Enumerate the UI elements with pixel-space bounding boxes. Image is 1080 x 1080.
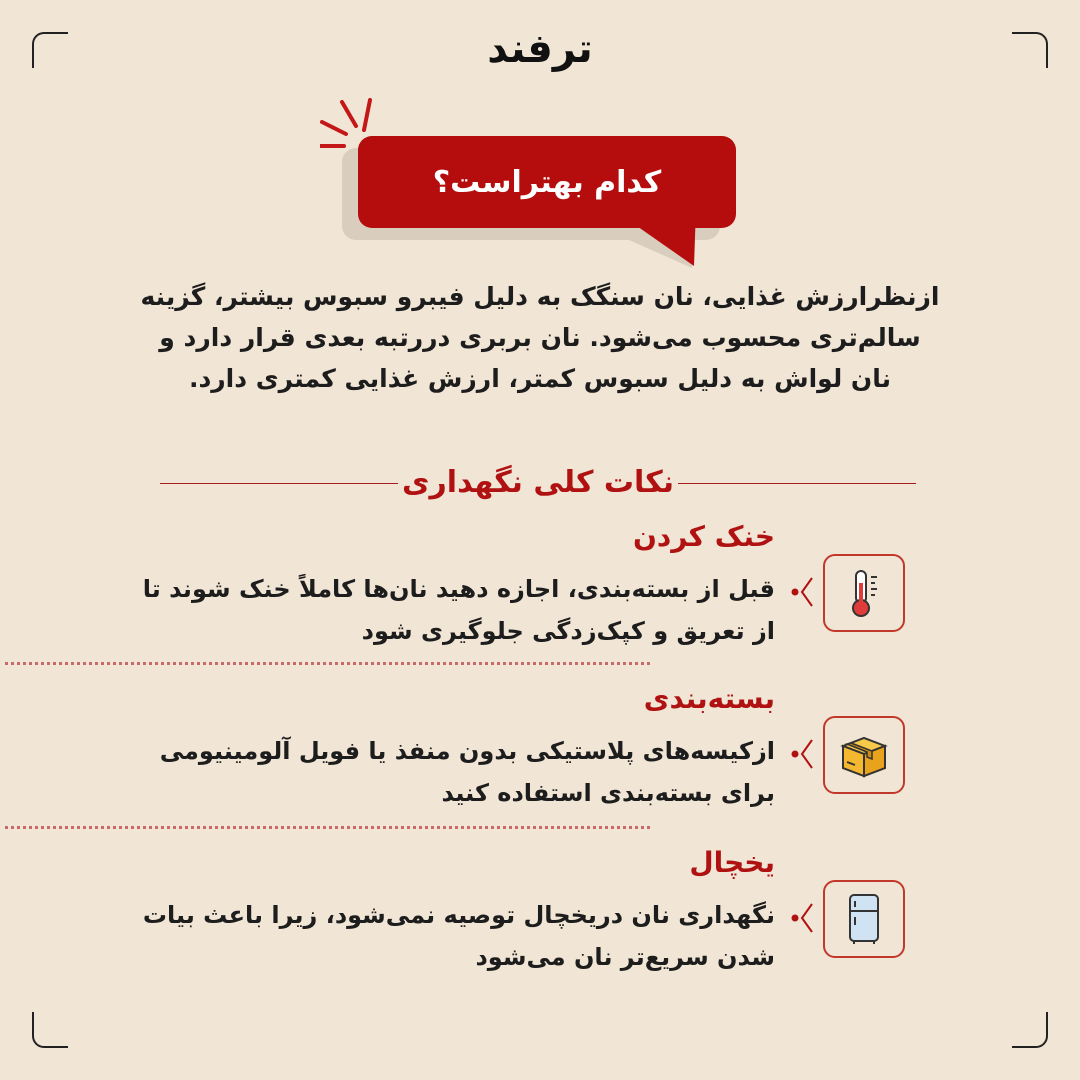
question-callout	[320, 96, 760, 276]
bullet-chevron-icon	[790, 574, 816, 610]
tip-title: بسته‌بندی	[643, 682, 775, 715]
question-bubble	[358, 136, 736, 228]
bullet-chevron-icon	[790, 736, 816, 772]
package-box-icon	[823, 716, 905, 794]
thermometer-icon	[823, 554, 905, 632]
tip-body: نگهداری نان دریخچال توصیه نمی‌شود، زیرا باعث بیات شدن سریع‌تر نان می‌شود	[142, 901, 775, 971]
dotted-divider	[5, 662, 650, 665]
tip-body: قبل از بسته‌بندی، اجازه دهید نان‌ها کاملاً خنک شوند تا از تعریق و کپک‌زدگی جلوگیری شود	[142, 575, 775, 645]
tip-body: ازکیسه‌های پلاستیکی بدون منفذ یا فویل آلومینیومی برای بسته‌بندی استفاده کنید	[159, 737, 775, 807]
frame-corner-bottom-right	[1012, 1012, 1048, 1048]
frame-corner-bottom-left	[32, 1012, 68, 1048]
tip-title: خنک کردن	[633, 520, 775, 553]
divider-line	[678, 483, 916, 484]
tip-title: یخچال	[689, 846, 775, 879]
refrigerator-icon	[823, 880, 905, 958]
question-label: کدام بهتراست؟	[432, 164, 662, 200]
section-title: نکات کلی نگهداری	[402, 465, 674, 500]
bullet-chevron-icon	[790, 900, 816, 936]
brand-logo: ترفند	[487, 26, 593, 72]
section-header	[160, 458, 916, 508]
divider-line	[160, 483, 398, 484]
dotted-divider	[5, 826, 650, 829]
intro-paragraph: ازنظرارزش غذایی، نان سنگک به دلیل فیبرو سبوس بیشتر، گزینه سالم‌تری محسوب می‌شود. نان بربری دررتبه بعدی قرار دارد و نان لواش به دلیل سبوس کمتر، ارزش غذایی کمتری دارد.	[140, 282, 940, 393]
